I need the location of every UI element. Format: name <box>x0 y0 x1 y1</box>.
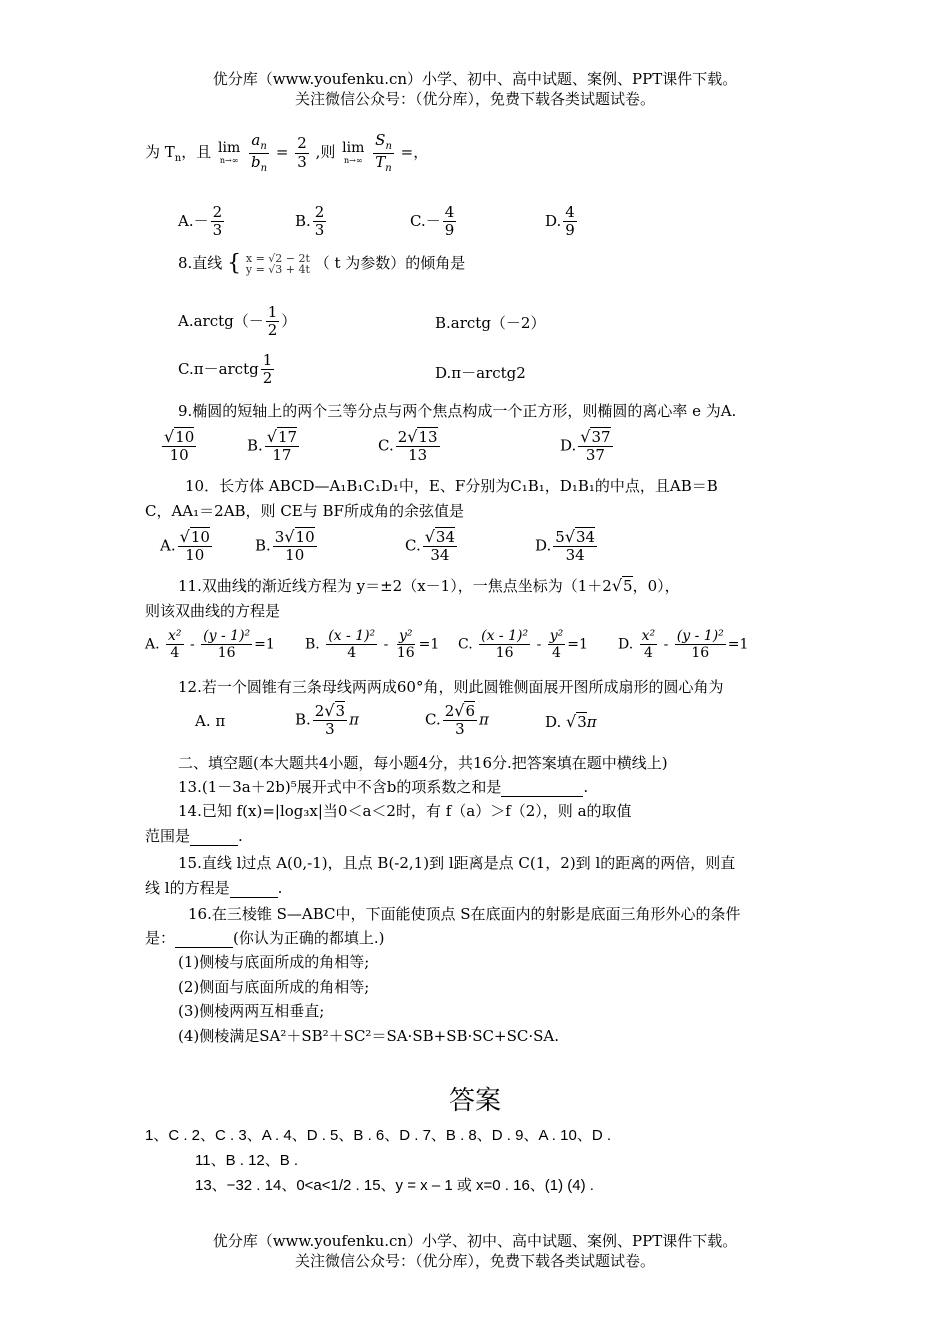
q11-stem-line-1: 11.双曲线的渐近线方程为 y＝±2（x－1），一焦点坐标为（1＋2√5，0）， <box>178 576 680 595</box>
q11-option-d: D. $\frac{\text{x²}}{4}$ - $\frac{\text{(y - 1)²}}{16}$ =1 <box>618 628 749 662</box>
q9-option-d: D. $\frac{√37}{37}$ <box>560 427 611 465</box>
q7-option-b: B. $\frac{2}{3}$ <box>295 203 325 240</box>
q9-option-a: $\frac{√10}{10}$ <box>164 427 195 465</box>
footer-line-1: 优分库（www.youfenku.cn）小学、初中、高中试题、案例、PPT课件下载。 <box>212 1232 738 1250</box>
q10-option-c: C. $\frac{√34}{34}$ <box>405 527 456 565</box>
q14-line-1: 14.已知 f(x)=|log₃x|当0＜a＜2时，有 f（a）＞f（2），则 a的取值 <box>178 802 632 820</box>
q14-line-2: 范围是 . <box>145 827 243 845</box>
q8-stem: 8.直线 { x = √2 − 2t y = √3 + 4t （ t 为参数）的倾角是 <box>178 251 466 276</box>
q12-option-a: A. π <box>195 712 226 730</box>
q9-stem: 9.椭圆的短轴上的两个三等分点与两个焦点构成一个正方形，则椭圆的离心率 e 为A. <box>178 402 737 420</box>
q8-option-d: D.π－arctg2 <box>435 364 526 382</box>
answers-line-3: 13、−32 . 14、0<a<1/2 . 15、y = x – 1 或 x=0 . 16、(1) (4) . <box>195 1177 594 1194</box>
q15-line-1: 15.直线 l过点 A(0,-1)，且点 B(-2,1)到 l距离是点 C(1，2)到 l的距离的两倍，则直 <box>178 854 736 872</box>
q12-option-c: C. $\frac{2√6}{3}$ π <box>425 701 489 739</box>
q16-option-2: (2)侧面与底面所成的角相等; <box>178 978 370 996</box>
q7-stem: 为 $T_n$，且 lim n→∞ $\frac{a_n}{b_n}$ = $\frac{2}{3}$ ,则 lim n→∞ $\frac{S_n}{T_n}$ =， <box>145 131 429 174</box>
q16-line-1: 16.在三棱锥 S—ABC中，下面能使顶点 S在底面内的射影是底面三角形外心的条件 <box>188 905 741 923</box>
q10-option-a: A. $\frac{√10}{10}$ <box>160 527 210 565</box>
q10-option-b: B. $\frac{3√10}{10}$ <box>255 527 315 565</box>
q16-option-4: (4)侧棱满足SA²＋SB²＋SC²＝SA·SB+SB·SC+SC·SA. <box>178 1027 559 1045</box>
answers-title: 答案 <box>448 1086 501 1116</box>
section-2-heading: 二、填空题(本大题共4小题，每小题4分，共16分.把答案填在题中横线上) <box>178 754 668 772</box>
header-line-1: 优分库（www.youfenku.cn）小学、初中、高中试题、案例、PPT课件下载。 <box>212 70 738 88</box>
q7-option-c: C.－ $\frac{4}{9}$ <box>410 203 455 240</box>
footer-line-2: 关注微信公众号：（优分库），免费下载各类试题试卷。 <box>294 1252 655 1270</box>
q11-option-b: B. $\frac{\text{(x - 1)²}}{4}$ - $\frac{\text{y²}}{16}$ =1 <box>305 628 440 662</box>
q10-stem-line-2: C，AA₁＝2AB，则 CE与 BF所成角的余弦值是 <box>145 502 464 520</box>
q16-option-3: (3)侧棱两两互相垂直; <box>178 1002 325 1020</box>
answers-line-1: 1、C . 2、C . 3、A . 4、D . 5、B . 6、D . 7、B . 8、D . 9、A . 10、D . <box>145 1127 611 1144</box>
q8-option-b: B.arctg（－2） <box>435 314 546 332</box>
q13: 13.(1－3a＋2b)⁵展开式中不含b的项系数之和是 . <box>178 778 589 796</box>
q12-option-b: B. $\frac{2√3}{3}$ π <box>295 701 359 739</box>
q8-option-c: C.π－arctg $\frac{1}{2}$ <box>178 351 273 388</box>
q7-option-a: A.－ $\frac{2}{3}$ <box>178 203 223 240</box>
q16-option-1: (1)侧棱与底面所成的角相等; <box>178 953 370 971</box>
q11-stem-line-2: 则该双曲线的方程是 <box>145 602 281 620</box>
q16-line-2: 是： (你认为正确的都填上.) <box>145 929 385 947</box>
q11-option-c: C. $\frac{\text{(x - 1)²}}{16}$ - $\frac{\text{y²}}{4}$ =1 <box>458 628 588 662</box>
q12-stem: 12.若一个圆锥有三条母线两两成60°角，则此圆锥侧面展开图所成扇形的圆心角为 <box>178 678 724 696</box>
q11-option-a: A. $\frac{\text{x²}}{4}$ - $\frac{\text{(y - 1)²}}{16}$ =1 <box>145 628 275 662</box>
answers-line-2: 11、B . 12、B . <box>195 1152 299 1169</box>
q8-option-a: A.arctg（－ $\frac{1}{2}$ ） <box>178 303 297 340</box>
q10-stem-line-1: 10．长方体 ABCD—A₁B₁C₁D₁中，E、F分别为C₁B₁，D₁B₁的中点，且AB＝B <box>185 477 718 495</box>
q9-option-b: B. $\frac{√17}{17}$ <box>247 427 298 465</box>
q15-line-2: 线 l的方程是 . <box>145 879 283 897</box>
q9-option-c: C. $\frac{2√13}{13}$ <box>378 427 438 465</box>
q10-option-d: D. $\frac{5√34}{34}$ <box>535 527 596 565</box>
header-line-2: 关注微信公众号：（优分库），免费下载各类试题试卷。 <box>294 90 655 108</box>
q12-option-d: D. √3π <box>545 712 597 731</box>
q7-option-d: D. $\frac{4}{9}$ <box>545 203 575 240</box>
